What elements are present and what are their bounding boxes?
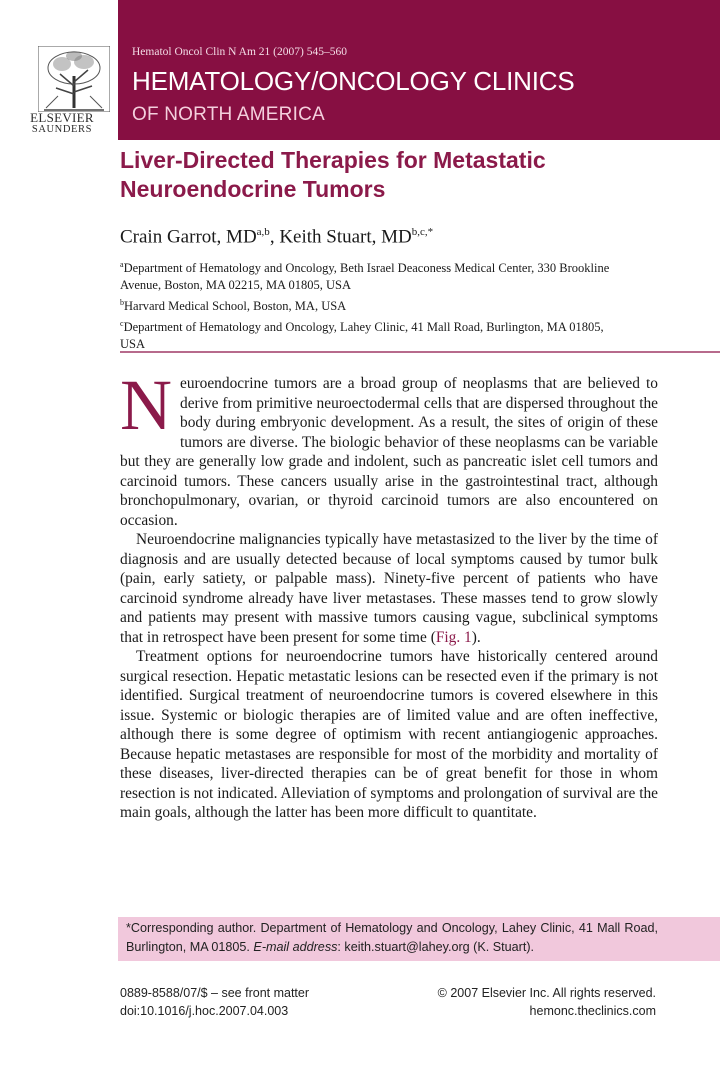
author-name: Keith Stuart, MD [279,226,412,248]
affiliation-mark: c [120,319,124,329]
website-link[interactable]: hemonc.theclinics.com [529,1004,656,1018]
paragraph-text: ). [471,628,481,646]
journal-subtitle: OF NORTH AMERICA [132,104,325,125]
author-separator: , [269,226,280,248]
affiliation-text: Department of Hematology and Oncology, Beth Israel Deaconess Medical Center, 330 Brookline Avenue, Boston, MA 02215, MA 01805, USA [120,261,610,293]
issn-text: 0889-8588/07/$ – see front matter [120,986,310,1000]
publisher-logo [0,0,118,140]
paragraph-text: Neuroendocrine malignancies typically have metastasized to the liver by the time of diagnosis and are usually detected because of local symptoms caused by tumor bulk (pain, early satiety, or palpable mass). Ninety-five percent of patients who have carcinoid syndrome already have liver metastases. These masses tend to grow slowly and patients may present with massive tumors causing vague, subclinical symptoms that in retrospect have been present for some time ( [120,531,658,646]
paragraph-text: Treatment options for neuroendocrine tumors have historically centered around surgical resection. Hepatic metastatic lesions can be resected even if the primary is not identified. Surgical treatment of neuroendocrine tumors is covered elsewhere in this issue. Systemic or biologic therapies are of limited value and are often ineffective, although there is some degree of optimism with recent antiangiogenic approaches. Because hepatic metastases are responsible for most of the morbidity and mortality of these diseases, liver-directed therapies can be of great benefit for those in whom resection is not indicated. Alleviation of symptoms and prolongation of survival are the main goals, although the latter has been more difficult to quantitate. [120,648,658,821]
author-affiliation-marks: b,c,* [411,226,434,238]
article-title: Liver-Directed Therapies for Metastatic Neuroendocrine Tumors [120,147,546,202]
footer-left [120,984,309,1020]
affiliation-mark: a [120,260,124,269]
journal-citation: Hematol Oncol Clin N Am 21 (2007) 545–560 [132,46,347,58]
affiliation-item [120,315,620,353]
affiliation-text: Department of Hematology and Oncology, Lahey Clinic, 41 Mall Road, Burlington, MA 01805, USA [120,320,604,352]
author-list [120,226,433,248]
figure-reference-link[interactable]: Fig. 1 [435,628,472,646]
logo-saunders-text: SAUNDERS [31,124,93,135]
affiliation-mark: b [120,298,124,308]
journal-title: HEMATOLOGY/ONCOLOGY CLINICS [132,66,575,96]
copyright-text: © 2007 Elsevier Inc. All rights reserved. [437,986,656,1000]
author-affiliation-marks: a,b [256,226,270,238]
logo-elsevier-text: ELSEVIER [30,110,94,125]
journal-banner [118,0,720,140]
email-address[interactable]: : keith.stuart@lahey.org (K. Stuart). [337,940,535,954]
footnote-text: *Corresponding author. Department of Hematology and Oncology, Lahey Clinic, 41 Mall Road, Burlington, MA 01805. [126,921,658,954]
author-name: Crain Garrot, MD [120,226,257,248]
doi-link[interactable]: doi:10.1016/j.hoc.2007.04.003 [120,1004,289,1018]
affiliation-item [120,294,620,315]
footer-right [438,984,656,1020]
paragraph-text: euroendocrine tumors are a broad group of neoplasms that are believed to derive from primitive neuroectodermal cells that are dispersed throughout the body during embryonic development. As a result, the sites of origin of these tumors are diverse. The biologic behavior of these neoplasms can be variable but they are generally low grade and indolent, such as pancreatic islet cell tumors and carcinoid tumors. These cancers usually arise in the gastrointestinal tract, although bronchopulmonary, ovarian, or thyroid carcinoid tumors are also encountered on occasion. [120,375,658,529]
drop-cap: N [120,365,172,445]
affiliation-item [120,256,620,294]
body-paragraph [120,530,658,647]
body-paragraph [120,365,658,530]
affiliations [120,256,620,353]
email-label: E-mail address [253,940,338,954]
corresponding-author-footnote [118,917,720,961]
section-divider [120,351,720,353]
affiliation-text: Harvard Medical School, Boston, MA, USA [124,299,347,314]
article-body [120,365,658,823]
elsevier-tree-icon [38,46,110,112]
body-paragraph [120,647,658,823]
